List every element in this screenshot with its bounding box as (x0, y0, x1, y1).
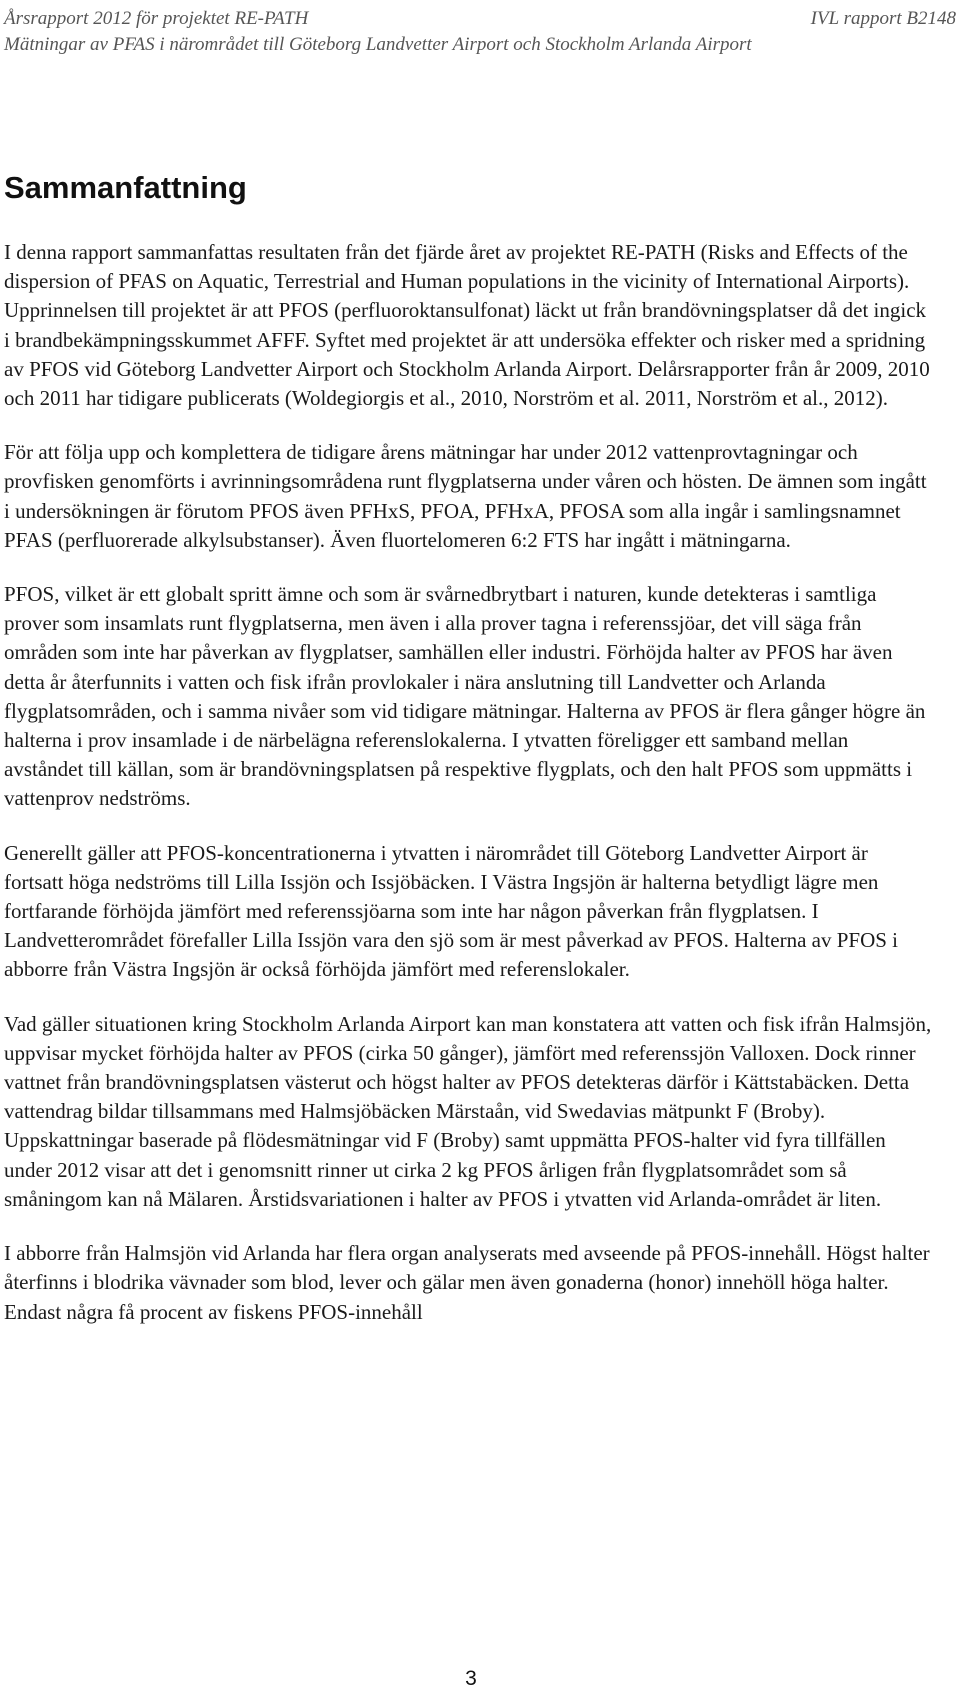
paragraph-sampling: För att följa upp och komplettera de tidigare årens mätningar har under 2012 vattenprovtagningar och provfisken genomförts i avrinningsområdena runt flygplatserna under våren och hösten. De ämnen som ingått i undersökningen är förutom PFOS även PFHxS, PFOA, PFHxA, PFOSA som alla ingår i samlingsnamnet PFAS (perfluorerade alkylsubstanser). Även fluortelomeren 6:2 FTS har ingått i mätningarna. (4, 440, 927, 552)
running-header (4, 6, 956, 58)
paragraph-intro: I denna rapport sammanfattas resultaten från det fjärde året av projektet RE-PATH (Risks and Effects of the dispersion of PFAS on Aquatic, Terrestrial and Human populations in the vicinity of International Airports). Upprinnelsen till projektet är att PFOS (perfluoroktansulfonat) läckt ut från brandövningsplatser då det ingick i brandbekämpningsskummet AFFF. Syftet med projektet är att undersöka effekter och risker med a spridning av PFOS vid Göteborg Landvetter Airport och Stockholm Arlanda Airport. Delårsrapporter från år 2009, 2010 och 2011 har tidigare publicerats (Woldegiorgis et al., 2010, Norström et al. 2011, Norström et al., 2012). (4, 240, 930, 411)
header-report-title: Årsrapport 2012 för projektet RE-PATH (4, 8, 309, 29)
paragraph-landvetter: Generellt gäller att PFOS-koncentrationerna i ytvatten i närområdet till Göteborg Landvetter Airport är fortsatt höga nedströms till Lilla Issjön och Issjöbäcken. I Västra Ingsjön är halterna betydligt lägre men fortfarande förhöjda jämfört med referenssjöarna som inte har någon påverkan från flygplatsen. I Landvetterområdet förefaller Lilla Issjön vara den sjö som är mest påverkad av PFOS. Halterna av PFOS i abborre från Västra Ingsjön är också förhöjda jämfört med referenslokaler. (4, 840, 899, 982)
header-row (4, 6, 956, 32)
header-subtitle: Mätningar av PFAS i närområdet till Göteborg Landvetter Airport och Stockholm Arlanda Airport (4, 34, 752, 55)
paragraph-pfos-detection: PFOS, vilket är ett globalt spritt ämne och som är svårnedbrytbart i naturen, kunde detekteras i samtliga prover som insamlats runt flygplatserna, men även i alla prover tagna i referenssjöar, det vill säga från områden som inte har påverkan av flygplatser, samhällen eller industri. Förhöjda halter av PFOS har även detta år återfunnits i vatten och fisk ifrån provlokaler i nära anslutning till Landvetter och Arlanda flygplatsområden, och i samma nivåer som vid tidigare mätningar. Halterna av PFOS är flera gånger högre än halterna i prov insamlade i de närbelägna referenslokalerna. I ytvatten föreligger ett samband mellan avståndet till källan, som är brandövningsplatsen på respektive flygplats, och den halt PFOS som uppmätts i vattenprov nedströms. (4, 582, 926, 811)
paragraph-perch-organs: I abborre från Halmsjön vid Arlanda har flera organ analyserats med avseende på PFOS-innehåll. Högst halter återfinns i blodrika vävnader som blod, lever och gälar men även gonaderna (honor) innehöll höga halter. Endast några få procent av fiskens PFOS-innehåll (4, 1241, 930, 1324)
summary-body (4, 238, 932, 1352)
page-title: Sammanfattning (4, 170, 247, 205)
page-number: 3 (465, 1667, 477, 1690)
header-report-number: IVL rapport B2148 (810, 8, 956, 29)
paragraph-arlanda: Vad gäller situationen kring Stockholm Arlanda Airport kan man konstatera att vatten och fisk ifrån Halmsjön, uppvisar mycket förhöjda halter av PFOS (cirka 50 gånger), jämfört med referenssjön Valloxen. Dock rinner vattnet från brandövningsplatsen västerut och högst halter av PFOS detekteras därför i Kättstabäcken. Detta vattendrag bildar tillsammans med Halmsjöbäcken Märstaån, vid Swedavias mätpunkt F (Broby). Uppskattningar baserade på flödesmätningar vid F (Broby) samt uppmätta PFOS-halter vid fyra tillfällen under 2012 visar att det i genomsnitt rinner ut cirka 2 kg PFOS årligen från flygplatsområdet som så småningom kan nå Mälaren. Årstidsvariationen i halter av PFOS i ytvatten vid Arlanda-området är liten. (4, 1011, 932, 1211)
